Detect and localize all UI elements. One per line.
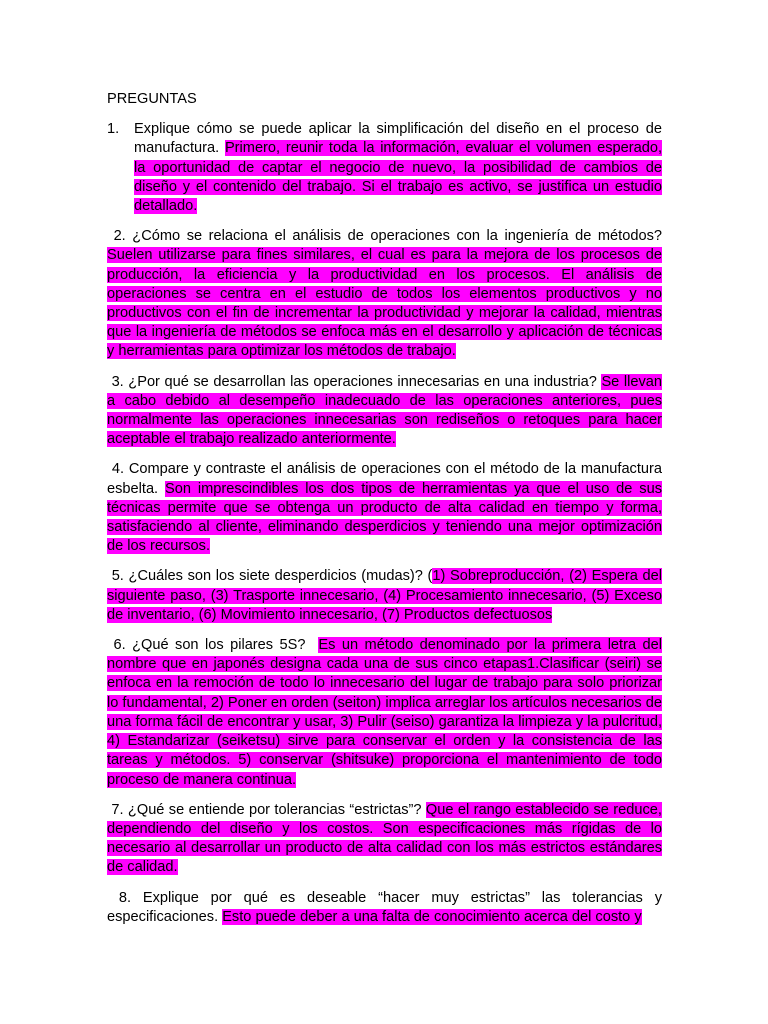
question-3 — [107, 373, 662, 450]
question-6 — [107, 636, 662, 790]
question-number: 8. — [118, 889, 132, 906]
question-text: ¿Qué se entiende por tolerancias “estrictas”? — [127, 801, 422, 818]
question-number: 6. — [113, 637, 126, 654]
answer-highlight: Primero, reunir toda la información, evaluar el volumen esperado, la oportunidad de captar el negocio de nuevo, la posibilidad de cambios de diseño y el contenido del trabajo. Si el trabajo es activo, se justifica un estudio detallado. — [134, 140, 662, 215]
question-text: ¿Qué son los pilares 5S? — [132, 637, 306, 654]
question-text: ¿Cuáles son los siete desperdicios (mudas)? ( — [128, 568, 433, 585]
answer-highlight: Se llevan a cabo debido al desempeño inadecuado de las operaciones anteriores, pues normalmente las operaciones innecesarias son rediseños o retoques para hacer aceptable el trabajo realizado anteriormente. — [107, 373, 662, 448]
question-number: 5. — [111, 568, 124, 585]
question-8 — [107, 889, 662, 927]
answer-highlight: 1) Sobreproducción, (2) Espera del siguiente paso, (3) Trasporte innecesario, (4) Procesamiento innecesario, (5) Exceso de inventario, (6) Movimiento innecesario, (7) Productos defectuosos — [107, 568, 663, 623]
question-4 — [107, 460, 662, 556]
document-page — [107, 90, 662, 938]
question-text: Compare y contraste el análisis de operaciones con el método de la manufactura esbelta. — [107, 461, 662, 497]
question-1 — [107, 120, 662, 216]
question-text: Explique por qué es deseable “hacer muy estrictas” las tolerancias y especificaciones. — [107, 889, 662, 925]
question-number: 2. — [113, 228, 126, 245]
question-number: 3. — [111, 373, 124, 390]
answer-highlight: Que el rango establecido se reduce, dependiendo del diseño y los costos. Son especificaciones más rígidas de lo necesario al desarrollar un producto de alta calidad con los más estrictos estándares de calidad. — [107, 801, 662, 876]
answer-highlight: Suelen utilizarse para fines similares, el cual es para la mejora de los procesos de producción, la eficiencia y la productividad en los procesos. El análisis de operaciones se centra en el estudio de todos los elementos productivos y no productivos con el fin de incrementar la productividad y mejorar la calidad, mientras que la ingeniería de métodos se enfoca más en el desarrollo y aplicación de técnicas y herramientas para optimizar los métodos de trabajo. — [107, 247, 662, 360]
question-2 — [107, 227, 662, 361]
question-text: Explique cómo se puede aplicar la simplificación del diseño en el proceso de manufactura. — [134, 121, 662, 157]
answer-highlight: Esto puede deber a una falta de conocimiento acerca del costo y — [222, 908, 642, 925]
question-7 — [107, 801, 662, 878]
question-5 — [107, 567, 662, 625]
answer-highlight: Son imprescindibles los dos tipos de herramientas ya que el uso de sus técnicas permite que se obtenga un producto de alta calidad en tiempo y forma, satisfaciendo al cliente, eliminando desperdicios y teniendo una mejor optimización de los recursos. — [107, 480, 662, 555]
page-title: PREGUNTAS — [107, 91, 197, 107]
question-number: 1. — [107, 121, 120, 138]
question-text: ¿Cómo se relaciona el análisis de operaciones con la ingeniería de métodos? — [132, 228, 662, 245]
question-number: 4. — [111, 461, 124, 478]
answer-highlight: Es un método denominado por la primera letra del nombre que en japonés designa cada una de sus cinco etapas1.Clasificar (seiri) se enfoca en la remoción de todo lo innecesario del lugar de trabajo para solo priorizar lo fundamental, 2) Poner en orden (seiton) implica arreglar los artículos necesarios de una forma fácil de encontrar y usar, 3) Pulir (seiso) garantiza la limpieza y la pulcritud, 4) Estandarizar (seiketsu) sirve para conservar el orden y la consistencia de las tareas y métodos. 5) conservar (shitsuke) proporciona el mantenimiento de todo proceso de manera continua. — [107, 637, 662, 788]
question-text: ¿Por qué se desarrollan las operaciones innecesarias en una industria? — [128, 373, 597, 390]
question-number: 7. — [111, 801, 124, 818]
